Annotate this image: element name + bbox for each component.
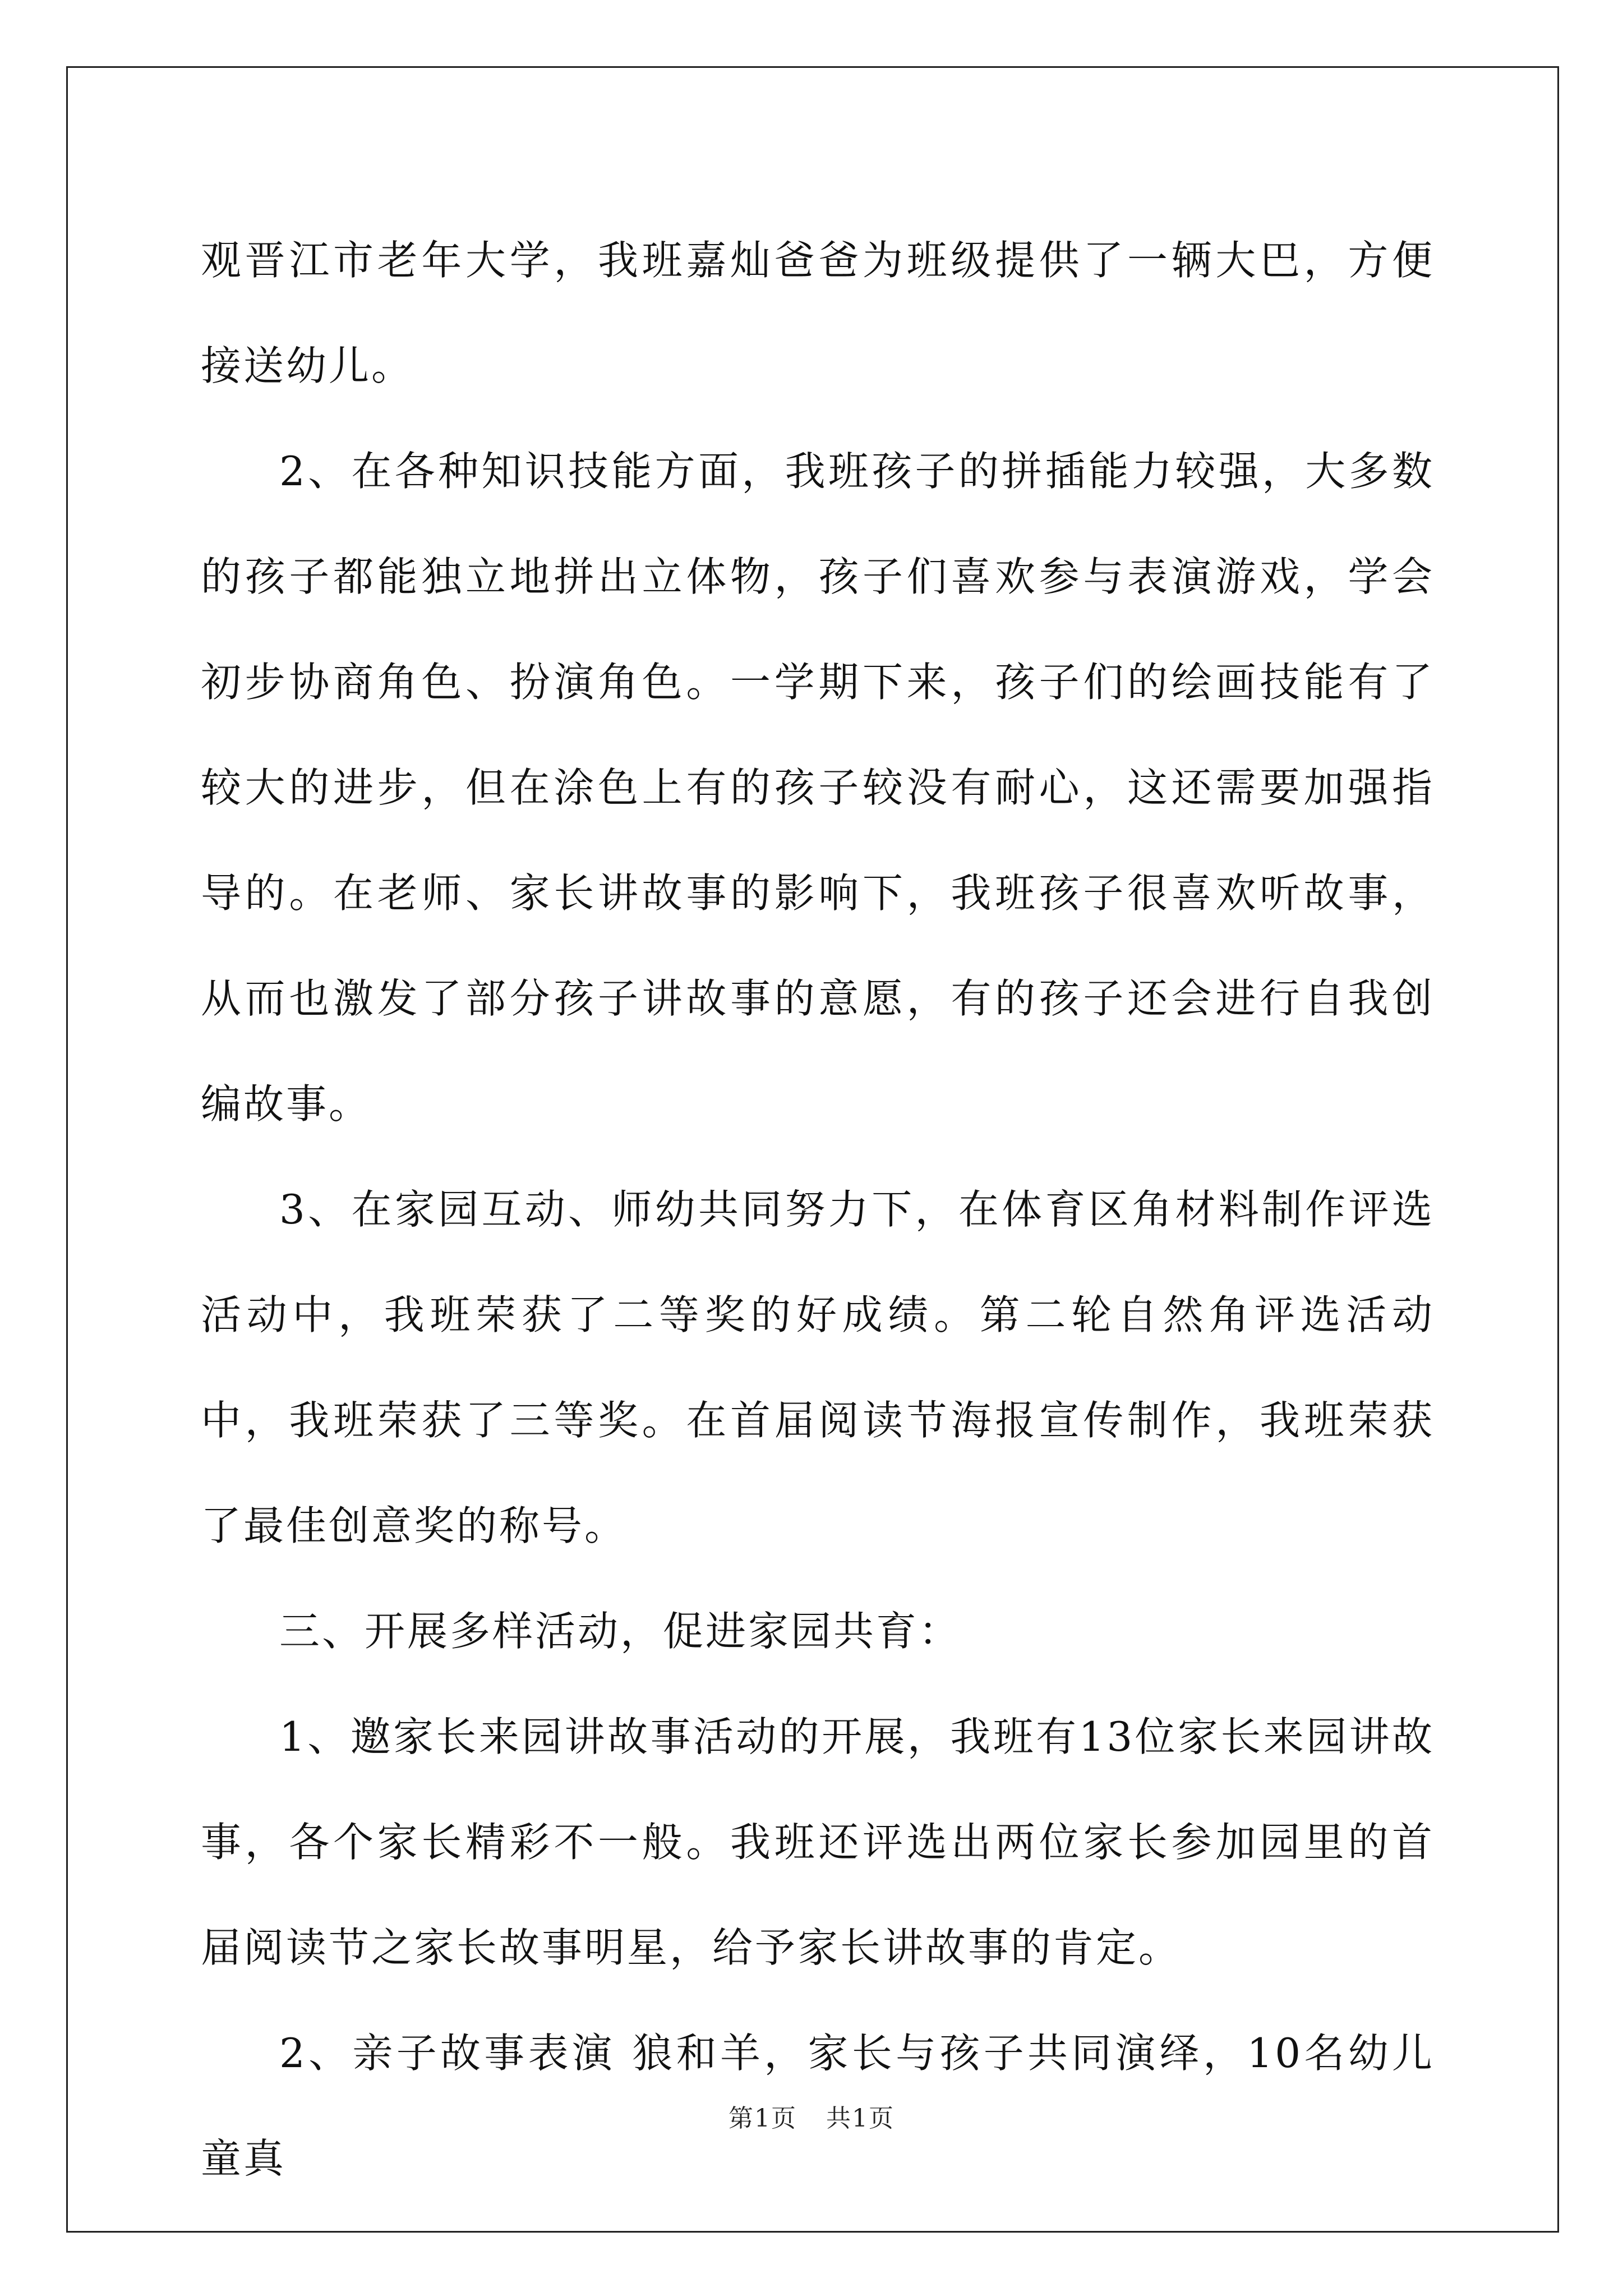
paragraph: 观晋江市老年大学，我班嘉灿爸爸为班级提供了一辆大巴，方便接送幼儿。: [201, 237, 1435, 389]
paragraph: 3、在家园互动、师幼共同努力下，在体育区角材料制作评选活动中，我班荣获了二等奖的好成绩。第二轮自然角评选活动中，我班荣获了三等奖。在首届阅读节海报宣传制作，我班荣获了最佳创意奖的称号。: [201, 1186, 1435, 1549]
section-heading: 三、开展多样活动，促进家园共育：: [279, 1608, 962, 1655]
document-body: [201, 208, 1435, 2211]
page-number: 第1页: [728, 2104, 797, 2133]
paragraph: 2、亲子故事表演 狼和羊，家长与孩子共同演绎，10名幼儿童真: [201, 2030, 1435, 2182]
paragraph: 2、在各种知识技能方面，我班孩子的拼插能力较强，大多数的孩子都能独立地拼出立体物，孩子们喜欢参与表演游戏，学会初步协商角色、扮演角色。一学期下来，孩子们的绘画技能有了较大的进步，但在涂色上有的孩子较没有耐心，这还需要加强指导的。在老师、家长讲故事的影响下，我班孩子很喜欢听故事，从而也激发了部分孩子讲故事的意愿，有的孩子还会进行自我创编故事。: [201, 448, 1435, 1128]
paragraph: 1、邀家长来园讲故事活动的开展，我班有13位家长来园讲故事，各个家长精彩不一般。我班还评选出两位家长参加园里的首届阅读节之家长故事明星，给予家长讲故事的肯定。: [201, 1713, 1435, 1971]
page-total: 共1页: [826, 2104, 895, 2133]
page-footer: [0, 2098, 1623, 2134]
